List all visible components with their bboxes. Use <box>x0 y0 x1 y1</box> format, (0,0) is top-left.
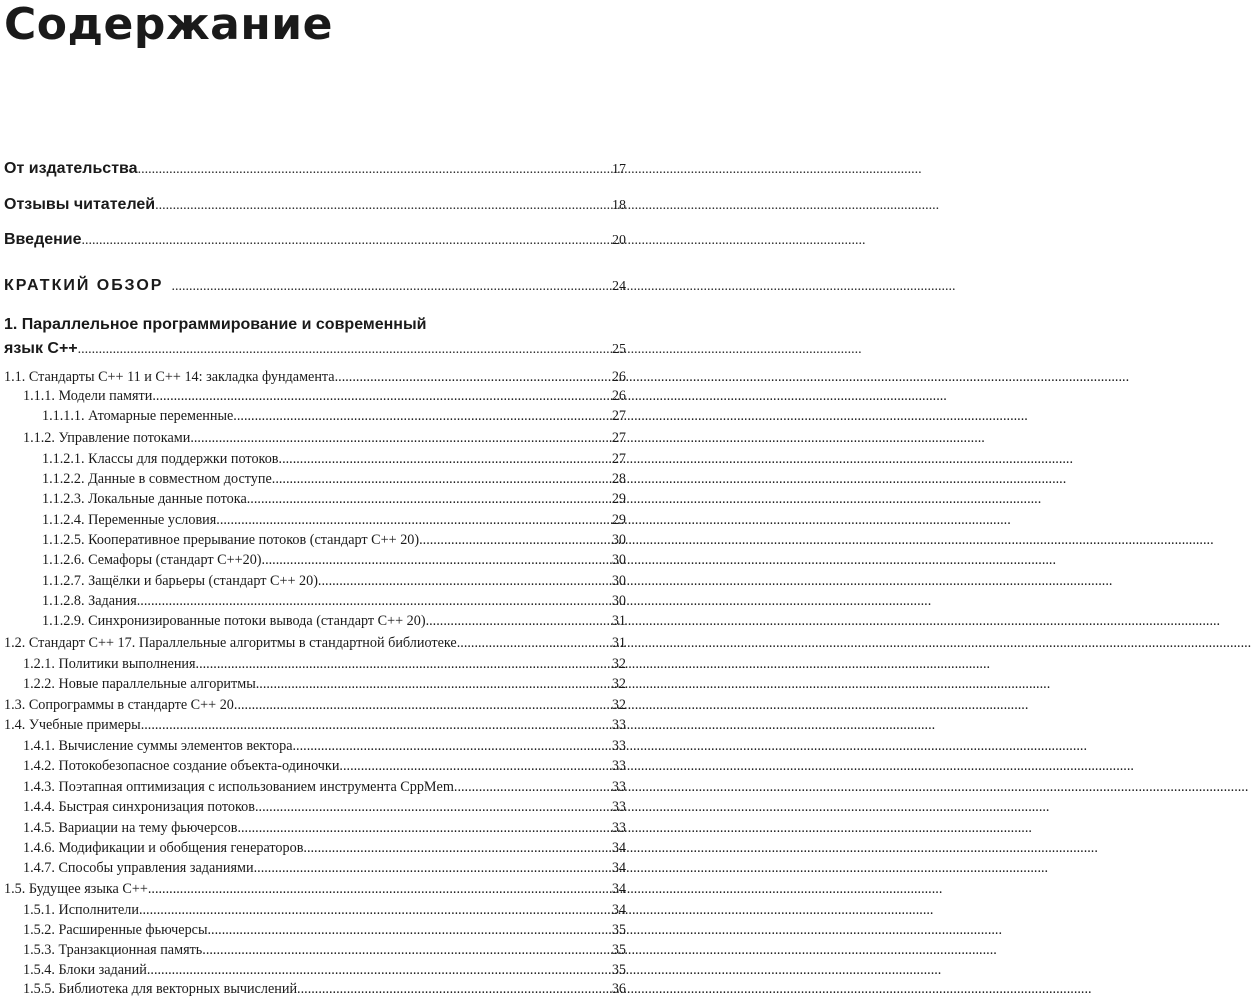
dot-leader <box>454 779 612 796</box>
toc-page-number: 30 <box>611 532 626 548</box>
toc-entry-label: 1.1.2. Управление потоками <box>23 430 191 446</box>
toc-section[interactable] <box>23 922 626 939</box>
toc-page-number: 17 <box>612 162 626 177</box>
dot-leader <box>272 471 612 488</box>
dot-leader <box>255 799 612 816</box>
toc-entry-label: 1.2.1. Политики выполнения <box>23 656 196 672</box>
toc-section[interactable] <box>42 593 626 610</box>
toc-page-number: 33 <box>611 758 626 774</box>
toc-entry-label: Введение <box>4 231 82 248</box>
dot-leader <box>318 573 612 590</box>
toc-entry-label: 1.4.1. Вычисление суммы элементов вектора <box>23 738 293 754</box>
toc-entry-label: 1.5.1. Исполнители <box>23 902 139 918</box>
toc-page-number: 29 <box>611 512 626 528</box>
toc-entry-label: 1.1.2.9. Синхронизированные потоки вывода (стандарт C++ 20) <box>42 613 426 629</box>
toc-page-number: 34 <box>611 840 626 856</box>
toc-section[interactable] <box>42 512 626 529</box>
dot-leader <box>426 613 612 630</box>
dot-leader <box>152 388 611 405</box>
dot-leader <box>171 279 612 295</box>
dot-leader <box>279 451 612 468</box>
toc-entry-label: 1.1.2.1. Классы для поддержки потоков <box>42 451 279 467</box>
toc-page-number: 24 <box>612 279 626 294</box>
toc-section[interactable] <box>4 369 626 386</box>
toc-section[interactable] <box>23 676 626 693</box>
dot-leader <box>202 942 612 959</box>
dot-leader <box>78 342 612 358</box>
toc-page-number: 34 <box>611 860 626 876</box>
toc-section[interactable] <box>23 902 626 919</box>
toc-section[interactable] <box>23 981 626 998</box>
toc-section[interactable] <box>42 613 626 630</box>
toc-page-number: 27 <box>611 430 626 446</box>
dot-leader <box>141 717 612 734</box>
toc-page-number: 30 <box>611 593 626 609</box>
toc-entry-label: 1.1. Стандарты C++ 11 и C++ 14: закладка фундамента <box>4 369 335 385</box>
toc-entry-label: 1.3. Сопрограммы в стандарте C++ 20 <box>4 697 234 713</box>
toc-entry-reviews[interactable] <box>4 196 626 214</box>
toc-section[interactable] <box>23 962 626 979</box>
toc-section[interactable] <box>23 758 626 775</box>
toc-page-number: 33 <box>611 779 626 795</box>
toc-section[interactable] <box>4 635 626 652</box>
dot-leader <box>233 408 612 425</box>
toc-entry-label: 1.5.4. Блоки заданий <box>23 962 147 978</box>
dot-leader <box>208 922 612 939</box>
dot-leader <box>457 635 612 652</box>
toc-page-number: 30 <box>611 552 626 568</box>
toc-entry-label: 1.2.2. Новые параллельные алгоритмы <box>23 676 256 692</box>
toc-section[interactable] <box>42 552 626 569</box>
toc-page-number: 30 <box>611 573 626 589</box>
dot-leader <box>148 881 612 898</box>
toc-page-number: 31 <box>611 613 626 629</box>
dot-leader <box>237 820 611 837</box>
dot-leader <box>234 697 612 714</box>
toc-page-number: 27 <box>611 451 626 467</box>
toc-page-number: 33 <box>611 820 626 836</box>
toc-entry-label: 1.1.2.6. Семафоры (стандарт C++20) <box>42 552 262 568</box>
toc-section[interactable] <box>23 840 626 857</box>
toc-page-number: 31 <box>611 635 626 651</box>
dot-leader <box>297 981 612 998</box>
toc-page-number: 35 <box>611 942 626 958</box>
toc-page-number: 26 <box>611 388 626 404</box>
toc-page-number: 33 <box>611 799 626 815</box>
dot-leader <box>147 962 612 979</box>
toc-section[interactable] <box>42 573 626 590</box>
toc-page-number: 34 <box>611 881 626 897</box>
toc-section[interactable] <box>23 820 626 837</box>
toc-section[interactable] <box>42 491 626 508</box>
toc-entry-label: 1.1.2.4. Переменные условия <box>42 512 217 528</box>
toc-entry-label: 1.5.5. Библиотека для векторных вычислений <box>23 981 298 997</box>
toc-page-number: 29 <box>611 491 626 507</box>
dot-leader <box>419 532 612 549</box>
toc-entry-label: 1.1.1. Модели памяти <box>23 388 153 404</box>
toc-page-number: 20 <box>612 233 626 248</box>
toc-entry-label: язык C++ <box>4 340 78 357</box>
toc-section[interactable] <box>23 388 626 405</box>
toc-entry-label: 1.4.5. Вариации на тему фьючерсов <box>23 820 238 836</box>
toc-entry-label: 1.4.3. Поэтапная оптимизация с использованием инструмента CppMem <box>23 779 454 795</box>
toc-entry-label: 1.1.2.5. Кооперативное прерывание потоков (стандарт C++ 20) <box>42 532 420 548</box>
toc-entry-label: 1.5. Будущее языка C++ <box>4 881 148 897</box>
dot-leader <box>196 656 612 673</box>
toc-entry-label: 1.5.3. Транзакционная память <box>23 942 203 958</box>
toc-entry-label: Отзывы читателей <box>4 196 156 213</box>
dot-leader <box>139 902 612 919</box>
toc-section[interactable] <box>23 656 626 673</box>
toc-section[interactable] <box>42 408 626 425</box>
dot-leader <box>138 162 612 178</box>
toc-page-number: 32 <box>611 697 626 713</box>
toc-chapter-title-line2[interactable] <box>4 340 626 358</box>
toc-section[interactable] <box>23 860 626 877</box>
toc-entry-label: 1.1.1.1. Атомарные переменные <box>42 408 234 424</box>
toc-section[interactable] <box>4 881 626 898</box>
toc-part-label: КРАТКИЙ ОБЗОР <box>4 277 164 294</box>
toc-section[interactable] <box>23 430 626 447</box>
dot-leader <box>82 233 612 249</box>
toc-page-number: 32 <box>611 676 626 692</box>
toc-chapter-title-line1[interactable]: 1. Параллельное программирование и современный <box>4 316 427 333</box>
toc-section[interactable] <box>23 779 626 796</box>
dot-leader <box>190 430 611 447</box>
toc-section[interactable] <box>42 532 626 549</box>
toc-part-overview[interactable] <box>4 277 626 295</box>
toc-entry-label: 1.4.6. Модификации и обобщения генераторов <box>23 840 304 856</box>
toc-entry-label: 1.1.2.3. Локальные данные потока <box>42 491 247 507</box>
toc-entry-label: 1.4.2. Потокобезопасное создание объекта-одиночки <box>23 758 340 774</box>
dot-leader <box>293 738 612 755</box>
toc-entry-label: 1.4.4. Быстрая синхронизация потоков <box>23 799 255 815</box>
toc-section[interactable] <box>23 738 626 755</box>
dot-leader <box>247 491 612 508</box>
toc-section[interactable] <box>4 717 626 734</box>
dot-leader <box>256 676 612 693</box>
toc-entry-publisher[interactable] <box>4 160 626 178</box>
toc-section[interactable] <box>42 451 626 468</box>
toc-page-number: 33 <box>611 738 626 754</box>
page-title: Содержание <box>4 0 333 50</box>
toc-entry-label: 1.1.2.2. Данные в совместном доступе <box>42 471 272 487</box>
toc-page-number: 25 <box>612 342 626 357</box>
toc-page-number: 35 <box>611 962 626 978</box>
dot-leader <box>216 512 612 529</box>
dot-leader <box>137 593 612 610</box>
toc-page-number: 34 <box>611 902 626 918</box>
toc-page-number: 26 <box>611 369 626 385</box>
toc-entry-label: 1.4. Учебные примеры <box>4 717 141 733</box>
dot-leader <box>155 198 612 214</box>
toc-page-number: 27 <box>611 408 626 424</box>
toc-page-number: 35 <box>611 922 626 938</box>
toc-entry-label: От издательства <box>4 160 138 177</box>
toc-section[interactable] <box>23 799 626 816</box>
toc-section[interactable] <box>4 697 626 714</box>
toc-page-number: 36 <box>611 981 626 997</box>
dot-leader <box>339 758 611 775</box>
toc-entry-introduction[interactable] <box>4 231 626 249</box>
toc-page-number: 32 <box>611 656 626 672</box>
dot-leader <box>303 840 611 857</box>
toc-entry-label: 1.4.7. Способы управления заданиями <box>23 860 254 876</box>
toc-page-number: 18 <box>612 198 626 213</box>
dot-leader <box>262 552 612 569</box>
toc-page-number: 28 <box>611 471 626 487</box>
dot-leader <box>254 860 612 877</box>
toc-section[interactable] <box>42 471 626 488</box>
toc-entry-label: 1.2. Стандарт C++ 17. Параллельные алгоритмы в стандартной библиотеке <box>4 635 457 651</box>
dot-leader <box>335 369 612 386</box>
toc-section[interactable] <box>23 942 626 959</box>
toc-entry-label: 1.1.2.7. Защёлки и барьеры (стандарт C++ 20) <box>42 573 318 589</box>
toc-entry-label: 1.5.2. Расширенные фьючерсы <box>23 922 208 938</box>
toc-entry-label: 1.1.2.8. Задания <box>42 593 137 609</box>
toc-page-number: 33 <box>611 717 626 733</box>
